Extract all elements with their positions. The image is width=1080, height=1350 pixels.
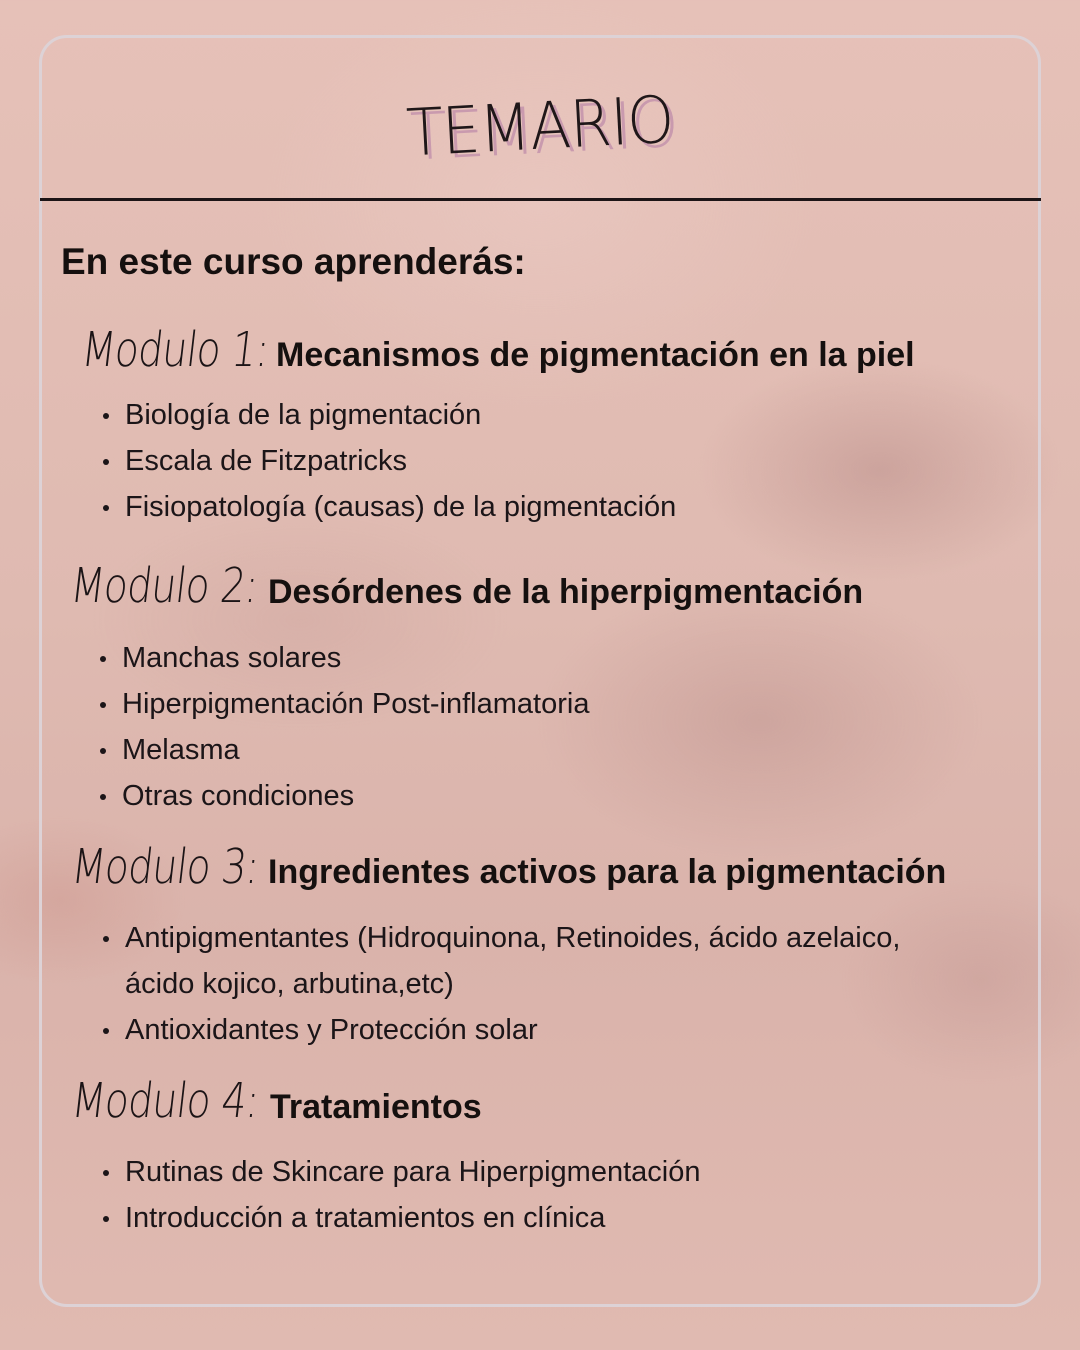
module-3-label <box>68 839 299 895</box>
module-3-title: Ingredientes activos para la pigmentación <box>268 853 947 891</box>
list-item: Otras condiciones <box>97 773 589 819</box>
list-item: Antioxidantes y Protección solar <box>100 1007 900 1053</box>
list-item: Fisiopatología (causas) de la pigmentación <box>100 484 676 530</box>
page-title: TEMARIO <box>404 82 676 172</box>
list-item: Antipigmentantes (Hidroquinona, Retinoides, ácido azelaico, <box>100 915 900 961</box>
list-item-continuation: ácido kojico, arbutina,etc) <box>125 968 454 1000</box>
list-item: Introducción a tratamientos en clínica <box>100 1195 700 1241</box>
module-1-list <box>100 392 676 530</box>
list-item: Melasma <box>97 727 589 773</box>
list-item: Rutinas de Skincare para Hiperpigmentación <box>100 1149 700 1195</box>
module-label: Modulo 1: <box>78 322 272 378</box>
module-label: Modulo 2: <box>67 558 261 614</box>
module-label: Modulo 3: <box>68 839 262 895</box>
module-4-label <box>68 1073 299 1129</box>
module-2-label <box>67 558 298 614</box>
module-4-title: Tratamientos <box>270 1088 482 1126</box>
module-label: Modulo 4: <box>68 1073 262 1129</box>
list-item: Manchas solares <box>97 635 589 681</box>
module-2-title: Desórdenes de la hiperpigmentación <box>268 573 864 611</box>
list-item: Hiperpigmentación Post-inflamatoria <box>97 681 589 727</box>
title-divider <box>40 198 1041 201</box>
intro-heading: En este curso aprenderás: <box>61 241 526 282</box>
module-3-list <box>100 915 900 1053</box>
list-item: Biología de la pigmentación <box>100 392 676 438</box>
list-item: Escala de Fitzpatricks <box>100 438 676 484</box>
module-4-list <box>100 1149 700 1241</box>
module-1-title: Mecanismos de pigmentación en la piel <box>276 336 915 374</box>
module-2-list <box>97 635 589 819</box>
